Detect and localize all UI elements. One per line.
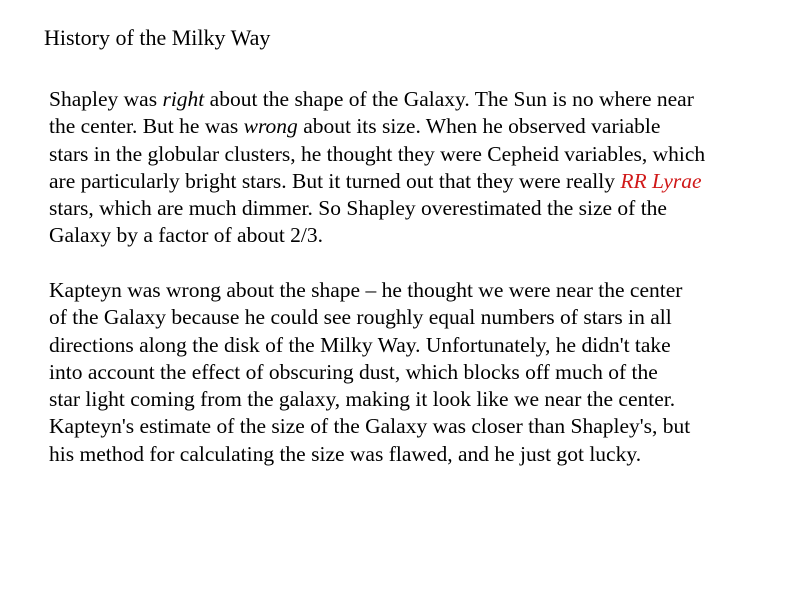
text-run: are particularly bright stars. But it turned out that they were really	[49, 168, 621, 193]
paragraph-shapley	[49, 86, 794, 250]
text-line	[49, 86, 794, 113]
text-run: Shapley was	[49, 87, 163, 111]
emphasis-wrong: wrong	[243, 114, 298, 139]
text-line: Kapteyn's estimate of the size of the Galaxy was closer than Shapley's, but	[49, 414, 691, 439]
emphasis-rr-lyrae: RR Lyrae	[620, 168, 702, 193]
text-line: directions along the disk of the Milky Way. Unfortunately, he didn't take	[49, 332, 671, 357]
paragraph-kapteyn	[49, 277, 794, 468]
text-line	[49, 168, 794, 195]
text-run: about its size. When he observed variable	[297, 114, 661, 139]
text-line: stars, which are much dimmer. So Shapley overestimated the size of the	[49, 196, 667, 221]
text-line: Kapteyn was wrong about the shape – he thought we were near the center	[49, 278, 683, 302]
text-line: stars in the globular clusters, he thought they were Cepheid variables, which	[49, 141, 706, 166]
text-line: Galaxy by a factor of about 2/3.	[49, 223, 324, 248]
text-line: star light coming from the galaxy, making it look like we near the center.	[49, 387, 676, 412]
text-line	[49, 113, 794, 140]
text-line: into account the effect of obscuring dust, which blocks off much of the	[49, 359, 658, 384]
text-run: the center. But he was	[49, 114, 244, 139]
slide-title: History of the Milky Way	[44, 25, 271, 50]
text-line: of the Galaxy because he could see roughly equal numbers of stars in all	[49, 305, 672, 330]
text-run: about the shape of the Galaxy. The Sun is no where near	[204, 87, 694, 111]
emphasis-right: right	[162, 87, 205, 111]
text-line: his method for calculating the size was flawed, and he just got lucky.	[49, 441, 642, 466]
